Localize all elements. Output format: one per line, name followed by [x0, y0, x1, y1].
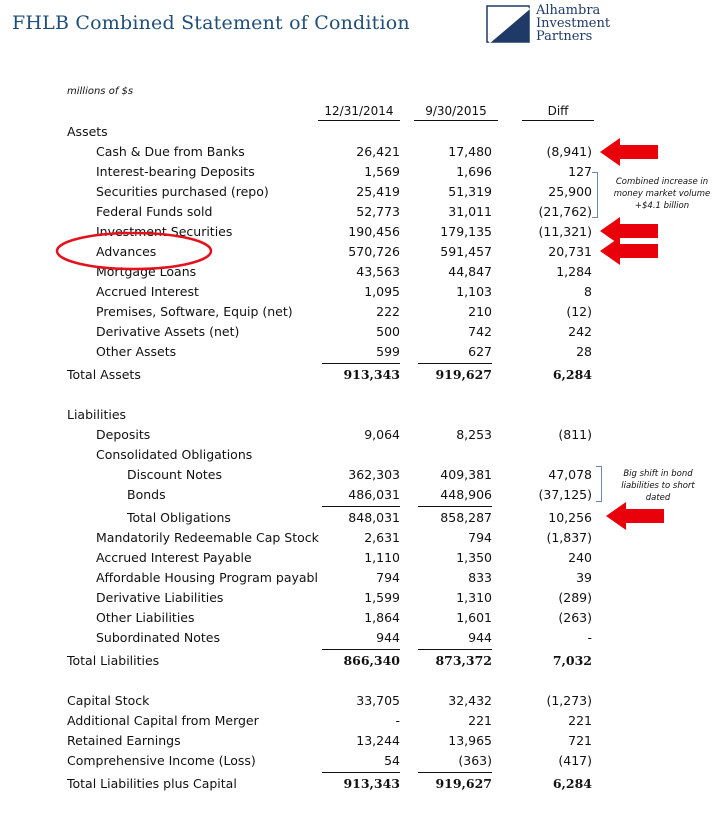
value-2015: 1,696	[456, 164, 492, 179]
row-label: Other Liabilities	[96, 610, 195, 625]
sum-rule	[322, 772, 400, 773]
value-2014: 362,303	[348, 467, 400, 482]
value-diff: 39	[576, 570, 592, 585]
value-diff: (12)	[566, 304, 592, 319]
table-row	[0, 407, 724, 425]
value-2015: 833	[468, 570, 492, 585]
note-line: Combined increase in	[615, 177, 709, 187]
value-diff: (11,321)	[538, 224, 592, 239]
row-label: Mandatorily Redeemable Cap Stock	[96, 530, 319, 545]
sum-rule	[418, 363, 492, 364]
value-2015: 448,906	[440, 487, 492, 502]
table-row	[0, 427, 724, 445]
value-diff: (263)	[558, 610, 592, 625]
red-arrow-icon	[606, 502, 666, 530]
value-2014: 52,773	[356, 204, 400, 219]
sum-rule	[418, 506, 492, 507]
value-2014: 222	[376, 304, 400, 319]
value-2015: 179,135	[440, 224, 492, 239]
value-2014: 848,031	[348, 510, 400, 525]
value-2015: 1,310	[456, 590, 492, 605]
value-diff: (289)	[558, 590, 592, 605]
row-label: Cash & Due from Banks	[96, 144, 245, 159]
note-line: dated	[645, 493, 671, 503]
value-diff: 127	[568, 164, 592, 179]
value-diff: 6,284	[552, 776, 592, 791]
value-2015: 944	[468, 630, 492, 645]
logo-line-1: Alhambra	[536, 3, 601, 18]
table-row	[0, 753, 724, 771]
value-2015: 919,627	[435, 776, 492, 791]
row-label: Additional Capital from Merger	[67, 713, 259, 728]
value-diff: 6,284	[552, 367, 592, 382]
value-2014: 43,563	[356, 264, 400, 279]
value-2014: 913,343	[343, 776, 400, 791]
value-2014: 25,419	[356, 184, 400, 199]
sum-rule	[322, 363, 400, 364]
value-diff: 1,284	[556, 264, 592, 279]
table-row	[0, 447, 724, 465]
row-label: Deposits	[96, 427, 151, 442]
value-2014: 1,864	[364, 610, 400, 625]
value-2015: 51,319	[448, 184, 492, 199]
note-bracket	[596, 466, 602, 502]
row-label: Affordable Housing Program payabl	[96, 570, 318, 585]
value-2015: 1,601	[456, 610, 492, 625]
note-line: +$4.1 billion	[634, 201, 690, 211]
value-2014: 1,110	[364, 550, 400, 565]
red-arrow-icon	[600, 237, 660, 265]
value-2015: 1,103	[456, 284, 492, 299]
table-row	[0, 590, 724, 608]
column-header-2014	[318, 104, 400, 118]
value-2014: 9,064	[364, 427, 400, 442]
table-row	[0, 304, 724, 322]
table-row	[0, 550, 724, 568]
value-2014: 599	[376, 344, 400, 359]
value-2014: 866,340	[343, 653, 400, 668]
value-diff: 721	[568, 733, 592, 748]
row-label: Retained Earnings	[67, 733, 181, 748]
value-2014: 1,095	[364, 284, 400, 299]
column-header-diff-text: Diff	[547, 104, 569, 118]
row-label: Comprehensive Income (Loss)	[67, 753, 256, 768]
row-label: Discount Notes	[127, 467, 222, 482]
value-diff: (1,837)	[546, 530, 592, 545]
value-diff: (8,941)	[546, 144, 592, 159]
value-2014: 54	[384, 753, 400, 768]
value-2015: 31,011	[448, 204, 492, 219]
table-row	[0, 610, 724, 628]
value-2015: 210	[468, 304, 492, 319]
value-2015: 17,480	[448, 144, 492, 159]
table-row	[0, 776, 724, 794]
table-row	[0, 713, 724, 731]
table-row	[0, 653, 724, 671]
sum-rule	[418, 649, 492, 650]
table-row	[0, 344, 724, 362]
value-2014: 190,456	[348, 224, 400, 239]
highlight-oval	[54, 230, 214, 272]
value-diff: 7,032	[552, 653, 592, 668]
value-2015: 742	[468, 324, 492, 339]
table-row	[0, 733, 724, 751]
column-header-diff	[522, 104, 594, 118]
value-2014: 794	[376, 570, 400, 585]
note-line: money market volume	[613, 189, 711, 199]
row-label: Derivative Assets (net)	[96, 324, 240, 339]
row-label: Securities purchased (repo)	[96, 184, 269, 199]
table-row	[0, 630, 724, 648]
row-label: Federal Funds sold	[96, 204, 213, 219]
value-diff: 240	[568, 550, 592, 565]
note-bond-shift	[608, 468, 708, 504]
row-label: Accrued Interest	[96, 284, 199, 299]
logo-text	[536, 4, 610, 43]
logo-line-2: Investment	[536, 16, 611, 31]
value-2015: (363)	[458, 753, 492, 768]
value-2014: 13,244	[356, 733, 400, 748]
table-row	[0, 693, 724, 711]
value-2014: 33,705	[356, 693, 400, 708]
value-diff: 28	[576, 344, 592, 359]
value-2014: 2,631	[364, 530, 400, 545]
value-diff: (811)	[558, 427, 592, 442]
note-line: Big shift in bond	[623, 469, 693, 479]
table-row	[0, 324, 724, 342]
value-diff: -	[587, 630, 592, 645]
row-label: Total Assets	[67, 367, 141, 382]
value-2014: -	[395, 713, 400, 728]
value-2015: 794	[468, 530, 492, 545]
value-diff: (417)	[558, 753, 592, 768]
row-label: Total Liabilities	[67, 653, 160, 668]
note-line: liabilities to short	[621, 481, 695, 491]
value-2014: 1,599	[364, 590, 400, 605]
red-arrow-icon	[600, 138, 660, 166]
value-2014: 1,569	[364, 164, 400, 179]
value-diff: 47,078	[548, 467, 592, 482]
value-2014: 944	[376, 630, 400, 645]
row-label: Accrued Interest Payable	[96, 550, 252, 565]
page-title: FHLB Combined Statement of Condition	[12, 12, 410, 34]
row-label: Liabilities	[67, 407, 127, 422]
value-diff: (21,762)	[538, 204, 592, 219]
row-label: Assets	[67, 124, 108, 139]
logo-mark-icon	[486, 4, 532, 44]
row-label: Other Assets	[96, 344, 177, 359]
company-logo	[486, 4, 716, 48]
sum-rule	[322, 649, 400, 650]
logo-line-3: Partners	[536, 29, 593, 44]
value-2014: 913,343	[343, 367, 400, 382]
value-2015: 1,350	[456, 550, 492, 565]
row-label: Derivative Liabilities	[96, 590, 224, 605]
sum-rule	[322, 506, 400, 507]
value-2014: 570,726	[348, 244, 400, 259]
value-2015: 591,457	[440, 244, 492, 259]
units-label: millions of $s	[67, 86, 134, 97]
value-2014: 486,031	[348, 487, 400, 502]
row-label: Investment Securities	[96, 224, 233, 239]
value-2015: 858,287	[440, 510, 492, 525]
value-2015: 919,627	[435, 367, 492, 382]
value-diff: 20,731	[548, 244, 592, 259]
table-row	[0, 284, 724, 302]
value-diff: (1,273)	[546, 693, 592, 708]
value-diff: (37,125)	[538, 487, 592, 502]
note-money-market	[603, 176, 721, 212]
value-2014: 500	[376, 324, 400, 339]
table-row	[0, 530, 724, 548]
table-row	[0, 367, 724, 385]
value-diff: 242	[568, 324, 592, 339]
value-diff: 25,900	[548, 184, 592, 199]
row-label: Capital Stock	[67, 693, 150, 708]
table-row	[0, 570, 724, 588]
value-2015: 221	[468, 713, 492, 728]
sum-rule	[418, 772, 492, 773]
row-label: Interest-bearing Deposits	[96, 164, 255, 179]
value-diff: 221	[568, 713, 592, 728]
row-label: Consolidated Obligations	[96, 447, 253, 462]
value-2015: 627	[468, 344, 492, 359]
column-header-2015-text: 9/30/2015	[425, 104, 487, 118]
note-bracket	[592, 172, 598, 218]
value-2014: 26,421	[356, 144, 400, 159]
row-label: Total Obligations	[127, 510, 231, 525]
value-2015: 32,432	[448, 693, 492, 708]
row-label: Total Liabilities plus Capital	[67, 776, 237, 791]
value-2015: 409,381	[440, 467, 492, 482]
value-2015: 873,372	[435, 653, 492, 668]
column-header-2014-text: 12/31/2014	[324, 104, 394, 118]
row-label: Subordinated Notes	[96, 630, 220, 645]
row-label: Bonds	[127, 487, 166, 502]
value-diff: 8	[584, 284, 592, 299]
value-2015: 13,965	[448, 733, 492, 748]
row-label: Mortgage Loans	[96, 264, 197, 279]
value-2015: 8,253	[456, 427, 492, 442]
value-diff: 10,256	[548, 510, 592, 525]
row-label: Advances	[96, 244, 157, 259]
value-2015: 44,847	[448, 264, 492, 279]
column-header-2015	[414, 104, 498, 118]
row-label: Premises, Software, Equip (net)	[96, 304, 293, 319]
